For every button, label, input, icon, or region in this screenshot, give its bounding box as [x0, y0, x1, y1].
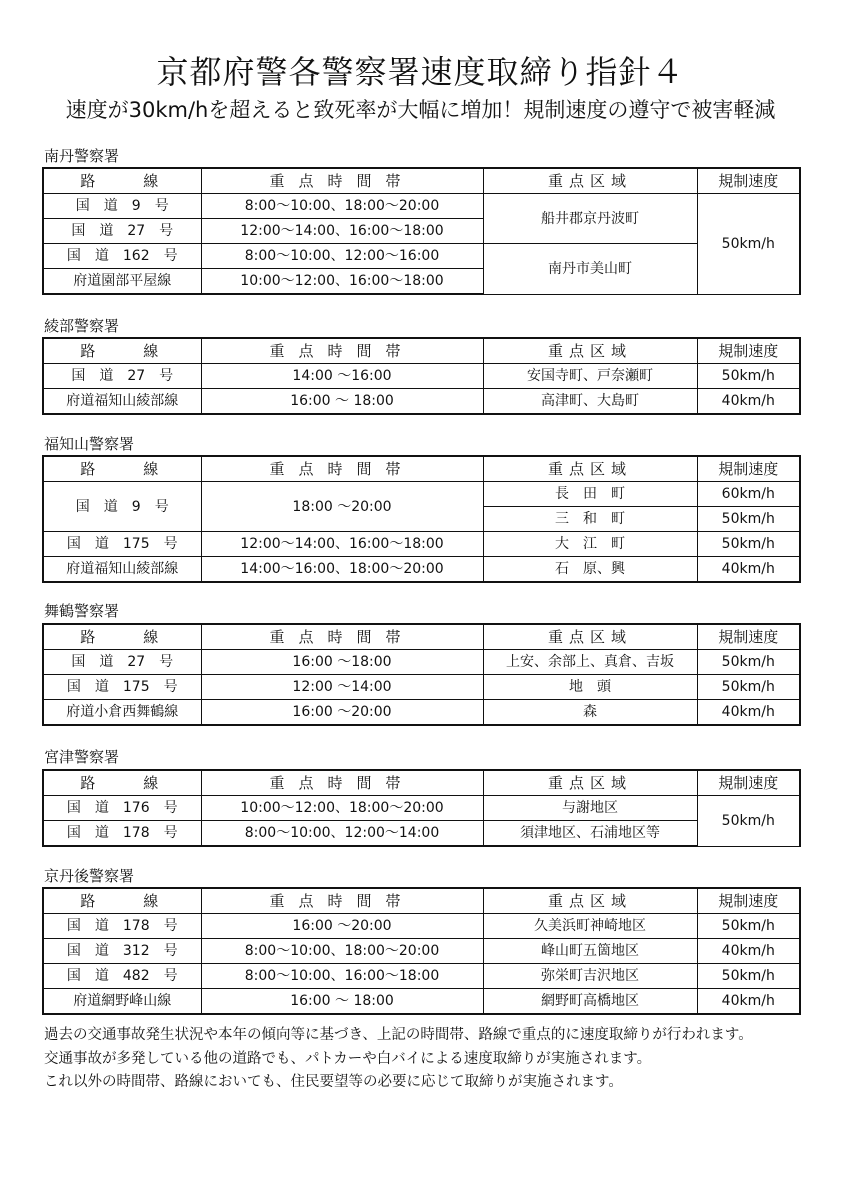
area-cell: 久美浜町神崎地区: [483, 914, 697, 939]
limit-cell: 40km/h: [697, 557, 800, 583]
time-cell: 14:00 ～16:00: [201, 364, 483, 389]
table-header-row: [43, 456, 800, 482]
time-cell: 8:00～10:00、16:00～18:00: [201, 964, 483, 989]
footer-note: 交通事故が多発している他の道路でも、パトカーや白バイによる速度取締りが実施されます。: [44, 1050, 652, 1067]
station-title-miyazu: 宮津警察署: [44, 748, 120, 766]
header-area: 重点区域: [483, 456, 697, 482]
limit-cell: 50km/h: [697, 796, 800, 847]
route-cell: 府道小倉西舞鶴線: [43, 700, 201, 726]
header-route: 路 線: [43, 770, 201, 796]
schedule-table-ayabe: [42, 337, 801, 415]
limit-cell: 50km/h: [697, 532, 800, 557]
route-cell: 府道福知山綾部線: [43, 389, 201, 415]
limit-cell: 60km/h: [697, 482, 800, 507]
schedule-table-fukuchiyama: [42, 455, 801, 583]
route-cell: 国 道 312 号: [43, 939, 201, 964]
header-area: 重点区域: [483, 168, 697, 194]
route-cell: 国 道 175 号: [43, 532, 201, 557]
area-cell: 石 原、興: [483, 557, 697, 583]
table-row: [43, 939, 800, 964]
table-row: [43, 364, 800, 389]
limit-cell: 50km/h: [697, 507, 800, 532]
limit-cell: 50km/h: [697, 194, 800, 295]
table-row: [43, 700, 800, 726]
route-cell: 国 道 162 号: [43, 244, 201, 269]
route-cell: 府道網野峰山線: [43, 989, 201, 1015]
header-area: 重点区域: [483, 770, 697, 796]
schedule-table-maizuru: [42, 623, 801, 726]
area-cell: 安国寺町、戸奈瀬町: [483, 364, 697, 389]
table-row: [43, 389, 800, 415]
header-area: 重点区域: [483, 624, 697, 650]
table-row: [43, 650, 800, 675]
route-cell: 国 道 175 号: [43, 675, 201, 700]
table-row: [43, 914, 800, 939]
header-time: 重点時間帯: [201, 338, 483, 364]
time-cell: 14:00～16:00、18:00～20:00: [201, 557, 483, 583]
header-time: 重点時間帯: [201, 168, 483, 194]
header-area: 重点区域: [483, 888, 697, 914]
route-cell: 国 道 27 号: [43, 219, 201, 244]
header-limit: 規制速度: [697, 624, 800, 650]
limit-cell: 40km/h: [697, 700, 800, 726]
route-cell: 国 道 178 号: [43, 821, 201, 847]
header-time: 重点時間帯: [201, 770, 483, 796]
table-row: [43, 557, 800, 583]
limit-cell: 50km/h: [697, 914, 800, 939]
schedule-table-miyazu: [42, 769, 801, 847]
area-cell: 高津町、大島町: [483, 389, 697, 415]
route-cell: 国 道 9 号: [43, 482, 201, 532]
time-cell: 12:00～14:00、16:00～18:00: [201, 532, 483, 557]
table-row: [43, 821, 800, 847]
area-cell: 長 田 町: [483, 482, 697, 507]
route-cell: 国 道 178 号: [43, 914, 201, 939]
area-cell: 船井郡京丹波町: [483, 194, 697, 244]
time-cell: 16:00 ～ 18:00: [201, 989, 483, 1015]
page-subtitle: 速度が30km/hを超えると致死率が大幅に増加！規制速度の遵守で被害軽減: [65, 98, 776, 122]
area-cell: 須津地区、石浦地区等: [483, 821, 697, 847]
limit-cell: 50km/h: [697, 650, 800, 675]
station-title-nantan: 南丹警察署: [44, 147, 120, 165]
footer-note: 過去の交通事故発生状況や本年の傾向等に基づき、上記の時間帯、路線で重点的に速度取締りが行われます。: [44, 1027, 753, 1043]
limit-cell: 40km/h: [697, 389, 800, 415]
header-route: 路 線: [43, 168, 201, 194]
area-cell: 南丹市美山町: [483, 244, 697, 295]
header-limit: 規制速度: [697, 456, 800, 482]
area-cell: 与謝地区: [483, 796, 697, 821]
limit-cell: 50km/h: [697, 964, 800, 989]
area-cell: 網野町高橋地区: [483, 989, 697, 1015]
table-row: [43, 532, 800, 557]
header-limit: 規制速度: [697, 770, 800, 796]
time-cell: 16:00 ～20:00: [201, 700, 483, 726]
header-limit: 規制速度: [697, 338, 800, 364]
table-row: [43, 194, 800, 219]
time-cell: 18:00 ～20:00: [201, 482, 483, 532]
area-cell: 上安、余部上、真倉、吉坂: [483, 650, 697, 675]
area-cell: 大 江 町: [483, 532, 697, 557]
station-title-fukuchiyama: 福知山警察署: [44, 435, 135, 453]
table-row: [43, 675, 800, 700]
header-route: 路 線: [43, 624, 201, 650]
header-route: 路 線: [43, 888, 201, 914]
table-row: [43, 964, 800, 989]
time-cell: 8:00～10:00、18:00～20:00: [201, 194, 483, 219]
table-header-row: [43, 338, 800, 364]
time-cell: 8:00～10:00、12:00～16:00: [201, 244, 483, 269]
station-title-kyotango: 京丹後警察署: [44, 867, 135, 885]
page-title: 京都府警各警察署速度取締り指針４: [156, 53, 685, 91]
table-row: [43, 989, 800, 1015]
header-time: 重点時間帯: [201, 888, 483, 914]
table-header-row: [43, 770, 800, 796]
header-time: 重点時間帯: [201, 624, 483, 650]
header-area: 重点区域: [483, 338, 697, 364]
route-cell: 府道園部平屋線: [43, 269, 201, 295]
table-header-row: [43, 888, 800, 914]
table-row: [43, 482, 800, 507]
route-cell: 国 道 176 号: [43, 796, 201, 821]
limit-cell: 40km/h: [697, 989, 800, 1015]
time-cell: 12:00 ～14:00: [201, 675, 483, 700]
time-cell: 10:00～12:00、16:00～18:00: [201, 269, 483, 295]
time-cell: 12:00～14:00、16:00～18:00: [201, 219, 483, 244]
area-cell: 三 和 町: [483, 507, 697, 532]
table-row: [43, 244, 800, 269]
footer-note: これ以外の時間帯、路線においても、住民要望等の必要に応じて取締りが実施されます。: [44, 1074, 623, 1090]
station-title-maizuru: 舞鶴警察署: [44, 602, 120, 620]
header-limit: 規制速度: [697, 888, 800, 914]
header-limit: 規制速度: [697, 168, 800, 194]
table-header-row: [43, 624, 800, 650]
schedule-table-nantan: [42, 167, 801, 295]
route-cell: 国 道 27 号: [43, 650, 201, 675]
area-cell: 森: [483, 700, 697, 726]
time-cell: 16:00 ～18:00: [201, 650, 483, 675]
header-time: 重点時間帯: [201, 456, 483, 482]
limit-cell: 50km/h: [697, 675, 800, 700]
time-cell: 10:00～12:00、18:00～20:00: [201, 796, 483, 821]
route-cell: 国 道 9 号: [43, 194, 201, 219]
area-cell: 弥栄町吉沢地区: [483, 964, 697, 989]
time-cell: 8:00～10:00、12:00～14:00: [201, 821, 483, 847]
route-cell: 府道福知山綾部線: [43, 557, 201, 583]
header-route: 路 線: [43, 456, 201, 482]
table-row: [43, 796, 800, 821]
station-title-ayabe: 綾部警察署: [44, 317, 120, 335]
limit-cell: 40km/h: [697, 939, 800, 964]
route-cell: 国 道 27 号: [43, 364, 201, 389]
area-cell: 地 頭: [483, 675, 697, 700]
time-cell: 16:00 ～ 18:00: [201, 389, 483, 415]
time-cell: 8:00～10:00、18:00～20:00: [201, 939, 483, 964]
table-header-row: [43, 168, 800, 194]
schedule-table-kyotango: [42, 887, 801, 1015]
route-cell: 国 道 482 号: [43, 964, 201, 989]
limit-cell: 50km/h: [697, 364, 800, 389]
area-cell: 峰山町五箇地区: [483, 939, 697, 964]
footer-notes: [44, 1024, 753, 1095]
header-route: 路 線: [43, 338, 201, 364]
time-cell: 16:00 ～20:00: [201, 914, 483, 939]
